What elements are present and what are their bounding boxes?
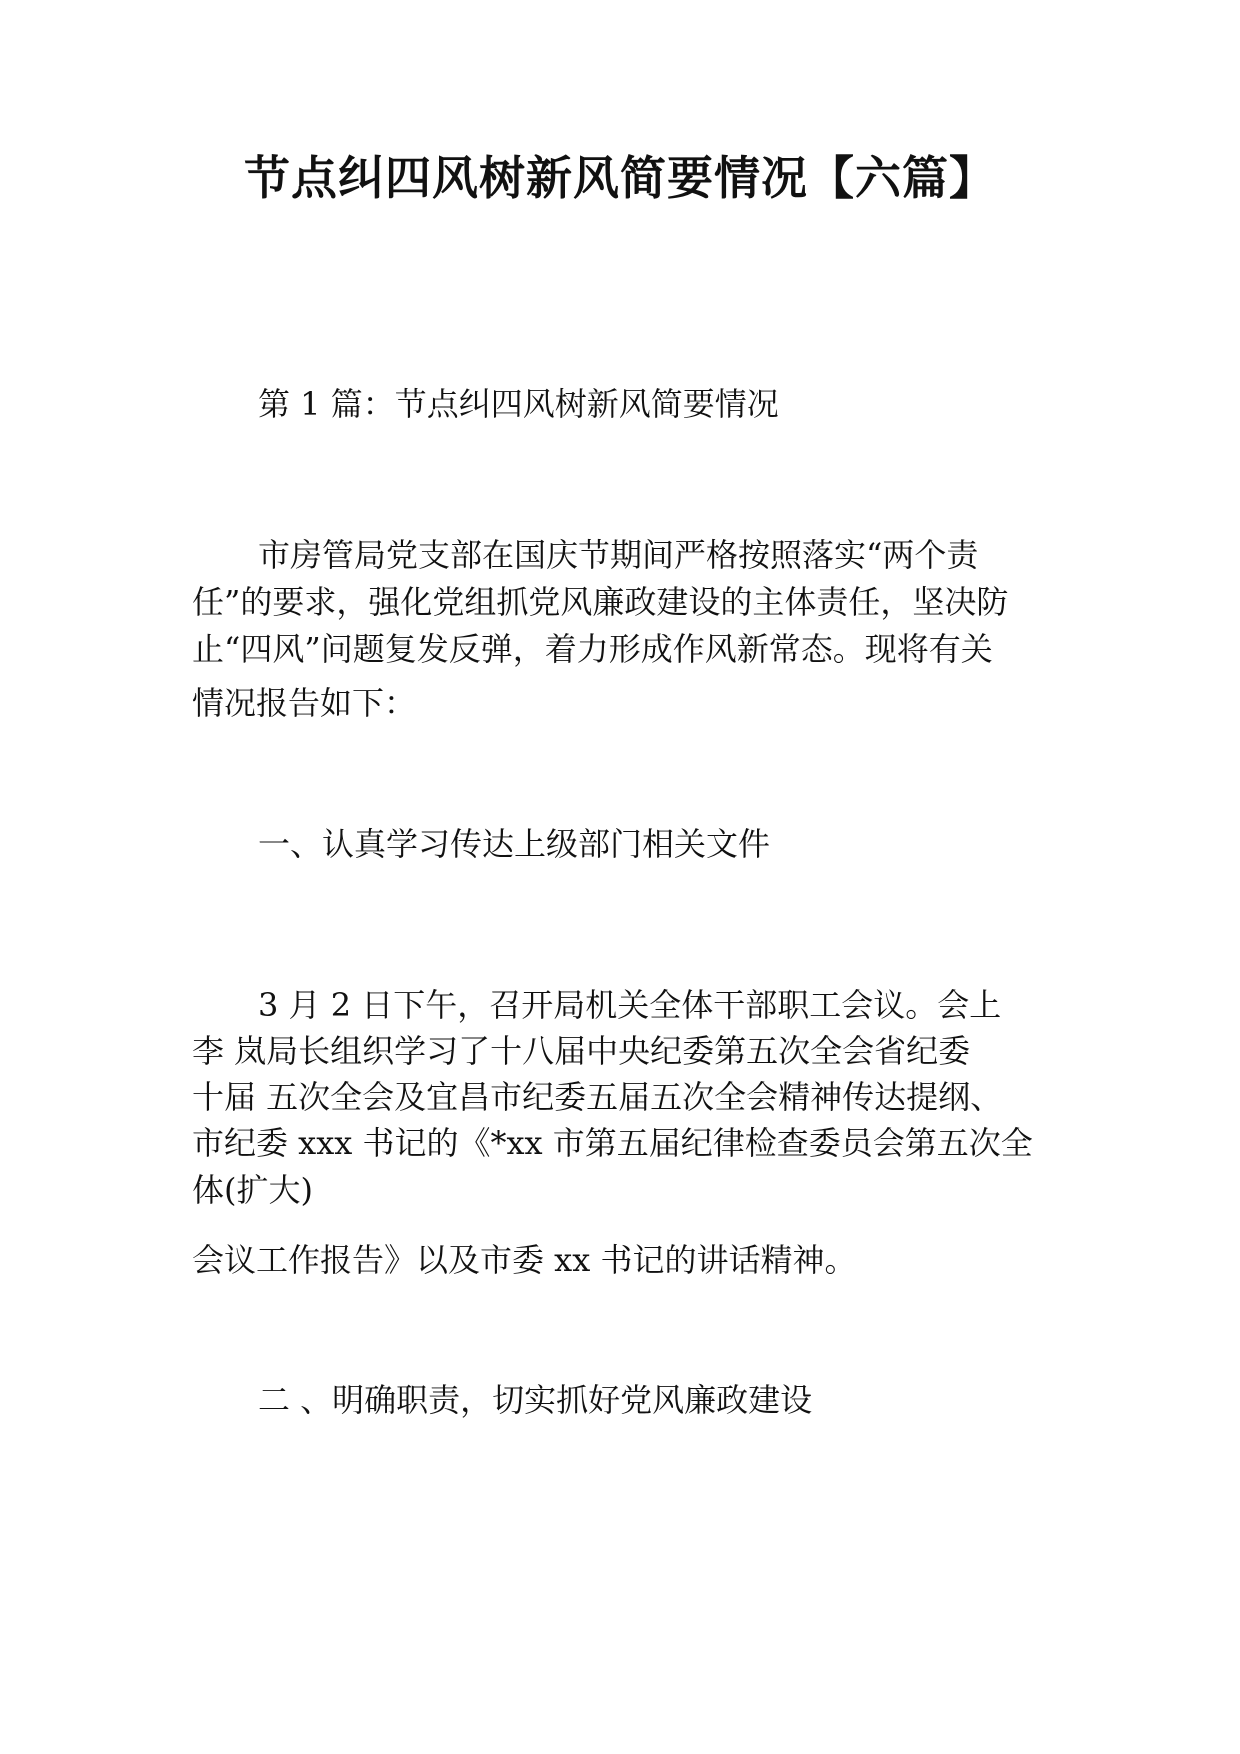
- paragraph-one-line-1: 3 月 2 日下午，召开局机关全体干部职工会议。会上: [258, 986, 1002, 1024]
- intro-line-2: 任”的要求，强化党组抓党风廉政建设的主体责任，坚决防: [192, 583, 1009, 621]
- paragraph-one-line-6: 会议工作报告》以及市委 xx 书记的讲话精神。: [192, 1241, 857, 1279]
- section-heading: 第 1 篇：节点纠四风树新风简要情况: [258, 385, 779, 423]
- intro-line-1: 市房管局党支部在国庆节期间严格按照落实“两个责: [258, 536, 979, 574]
- document-title: 节点纠四风树新风简要情况【六篇】: [244, 151, 996, 205]
- paragraph-one-line-2: 李 岚局长组织学习了十八届中央纪委第五次全会省纪委: [192, 1032, 971, 1070]
- paragraph-one-line-5: 体(扩大): [192, 1171, 313, 1209]
- paragraph-one-line-3: 十届 五次全会及宜昌市纪委五届五次全会精神传达提纲、: [192, 1078, 1003, 1116]
- heading-two: 二 、明确职责，切实抓好党风廉政建设: [258, 1381, 813, 1419]
- paragraph-one-line-4: 市纪委 xxx 书记的《*xx 市第五届纪律检查委员会第五次全: [192, 1124, 1033, 1162]
- heading-one: 一、认真学习传达上级部门相关文件: [258, 825, 771, 863]
- intro-line-3: 止“四风”问题复发反弹，着力形成作风新常态。现将有关: [192, 630, 993, 668]
- intro-line-4: 情况报告如下：: [192, 684, 417, 722]
